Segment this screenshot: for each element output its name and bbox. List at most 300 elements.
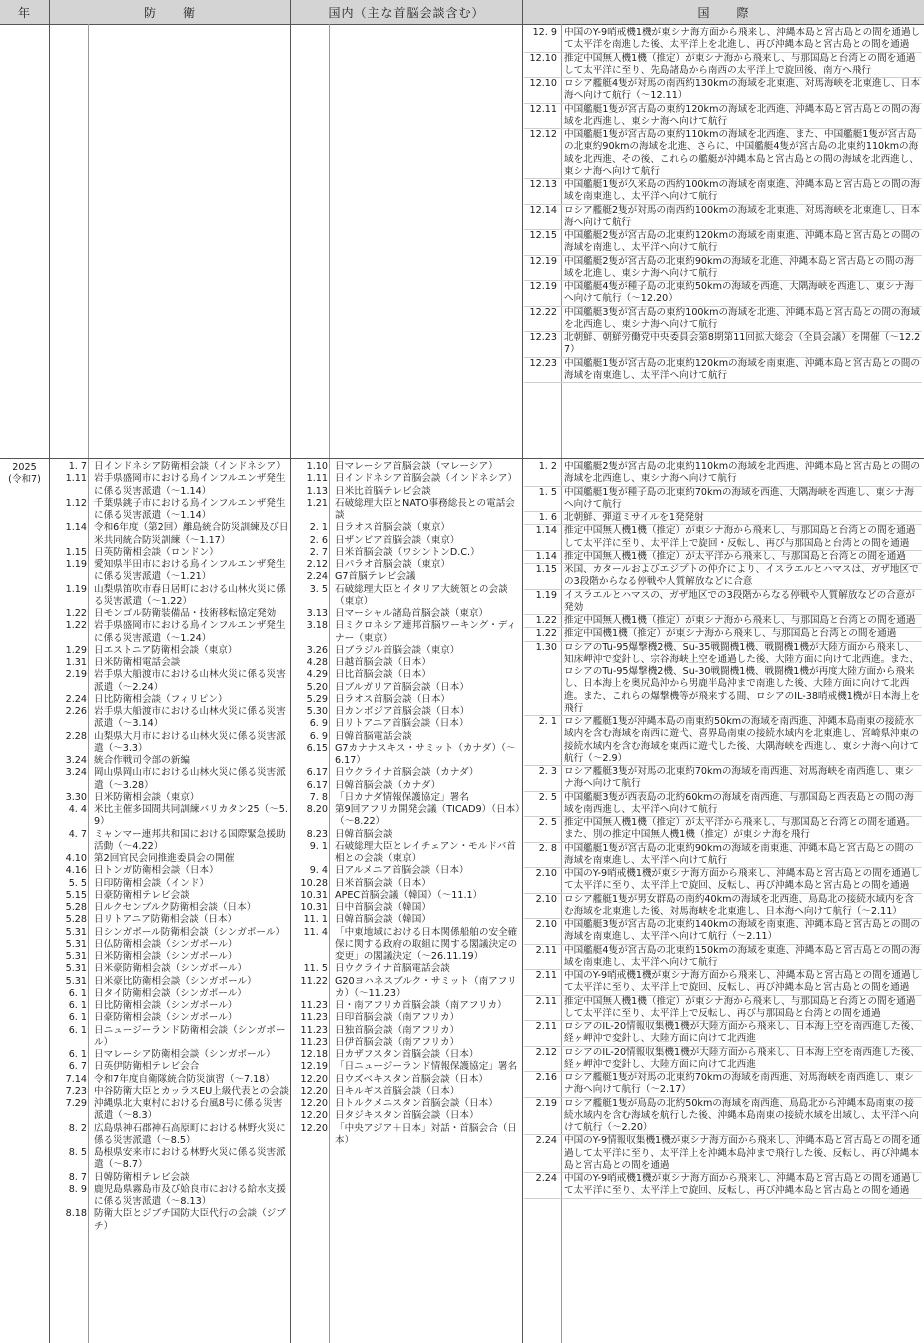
intl-entry [524, 817, 922, 843]
entry-text: 愛知県半田市における鳥インフルエンザ発生に係る災害派遣（～1.21） [94, 559, 286, 583]
entry-text: 岩手県大船渡市における山林火災に係る災害派遣（～3.14） [94, 706, 286, 730]
defense-entry [51, 853, 289, 865]
entry-text: 推定中国無人機1機（推定）が東シナ海から飛来し、与那国島と台湾との間を通過して太平洋に至り、太平洋上で反転し、再び与那国島と台湾との間を通過 [564, 995, 916, 1019]
entry-text: ロシア艦艇3隻が対馬の北東約70kmの海域を南西進、対馬海峡を南西進し、東シナ海へ向けて航行 [564, 766, 914, 790]
entry-date: 2.24 [306, 571, 328, 583]
entry-text: 中国艦艇4隻が宮古島の北東約150kmの海域を東進、沖縄本島と宮古島との間の海域を南東進し、太平洋へ向けて航行 [564, 944, 920, 968]
domestic-entry [292, 743, 521, 768]
entry-date: 1.22 [65, 620, 87, 632]
intl-entry [524, 487, 922, 513]
entry-text: 日リトアニア防衛相会談（日本） [94, 914, 238, 926]
defense-entry [51, 584, 289, 609]
defense-entry [51, 547, 289, 559]
entry-date: 5.28 [65, 914, 87, 926]
defense-entry [51, 829, 289, 854]
entry-date: 2.19 [65, 669, 87, 681]
entry-text: 中谷防衛大臣とカッラスEU上級代表との会談 [94, 1085, 289, 1097]
entry-date: 1.11 [306, 473, 328, 485]
entry-text: 日マーシャル諸島首脳会談（東京） [335, 608, 489, 619]
entry-date: 12.20 [300, 1110, 328, 1122]
entry-date: 2.10 [535, 868, 557, 879]
entry-date: 8.20 [306, 804, 328, 815]
domestic-entry [292, 976, 521, 1001]
entry-date: 6.17 [306, 779, 328, 791]
intl-entry [524, 868, 922, 894]
entry-date: 2.24 [65, 693, 87, 705]
defense-entry [51, 1074, 289, 1086]
entry-date: 12.10 [529, 78, 557, 89]
intl-entry [524, 1047, 922, 1073]
domestic-2025-list [292, 461, 521, 1343]
entry-date: 12.23 [529, 357, 557, 369]
entry-date: 6. 1 [68, 1049, 87, 1060]
entry-text: 第9回アフリカ開発会議（TICAD9）（日本）（～8.22） [335, 804, 520, 828]
entry-date: 1.22 [535, 615, 557, 626]
domestic-entry [292, 1061, 521, 1073]
domestic-entry [292, 682, 521, 694]
entry-date: 7.29 [65, 1098, 87, 1109]
intl-entry [524, 1021, 922, 1047]
intl-entry [524, 766, 922, 792]
domestic-entry [292, 1000, 521, 1012]
entry-date: 2. 5 [538, 791, 557, 803]
entry-text: 中国艦艇2隻が宮古島の北東約110kmの海域を北西進、沖縄本島と宮古島との間の海域を北西進し、東シナ海へ向けて航行 [564, 461, 920, 485]
entry-date: 9. 4 [309, 865, 328, 877]
domestic-entry [292, 1012, 521, 1024]
entry-date: 1. 7 [68, 461, 87, 472]
domestic-entry [292, 780, 521, 792]
entry-date: 1.22 [535, 628, 557, 640]
intl-2025-list [524, 461, 922, 1343]
defense-entry [51, 473, 289, 498]
entry-text: 日ニュージーランド防衛相会談（シンガポール） [94, 1024, 286, 1048]
defense-entry [51, 976, 289, 988]
entry-date: 1.12 [65, 497, 87, 509]
defense-entry [51, 1086, 289, 1098]
domestic-entry [292, 878, 521, 890]
header-international: 国 際 [523, 0, 924, 25]
entry-text: 日英防衛相会談（ロンドン） [94, 546, 219, 558]
entry-text: 推定中国機1機（推定）が東シナ海から飛来し、与那国島と台湾との間を通過 [564, 628, 897, 640]
entry-text: イスラエルとハマスの、ガザ地区での3段階からなる停戦や人質解放などの合意が発効 [564, 589, 915, 613]
entry-date: 12.20 [300, 1098, 328, 1109]
entry-date: 1.14 [65, 522, 87, 534]
entry-text: 日ザンビア首脳会談（東京） [335, 534, 460, 546]
entry-text: 日エストニア防衛相会談（東京） [94, 644, 238, 656]
entry-text: 鹿児島県霧島市及び姶良市における給水支援に係る災害派遣（～8.13） [94, 1183, 286, 1207]
domestic-entry [292, 645, 521, 657]
entry-text: 日アルメニア首脳会談（日本） [335, 865, 469, 877]
entry-text: 中国艦艇1隻が宮古島の東約110kmの海域を北西進、また、中国艦艇1隻が宮古島の北東約90kmの海域を北進、さらに、中国艦艇4隻が宮古島の北東約110kmの海域を北西進、その後、これらの艦艇が沖縄本島と宮古島との間の海域を北西進し、東シナ海へ向けて航行 [564, 129, 919, 177]
entry-date: 6. 1 [68, 987, 87, 999]
entry-date: 12.14 [529, 204, 557, 216]
entry-text: 日ブラジル首脳会談（東京） [335, 644, 460, 656]
entry-text: 米比主催多国間共同訓練バリカタン25（～5.9） [94, 804, 288, 828]
entry-text: 日比防衛相会談（フィリピン） [94, 693, 228, 705]
entry-date: 5.15 [65, 889, 87, 901]
entry-text: 日韓首脳会談（韓国） [335, 914, 431, 926]
entry-date: 5.31 [65, 975, 87, 987]
entry-date: 8. 2 [68, 1122, 87, 1134]
entry-text: 中国艦艇2隻が宮古島の北東約90kmの海域を北進、沖縄本島と宮古島との間の海域を北進し、東シナ海へ向けて航行 [564, 255, 914, 279]
entry-date: 4.29 [306, 669, 328, 681]
domestic-entry [292, 718, 521, 730]
entry-date: 5.31 [65, 938, 87, 950]
entry-text: 中国艦艇2隻が宮古島の北東約120kmの海域を南東進、沖縄本島と宮古島との間の海域を南進し、太平洋へ向けて航行 [564, 230, 920, 254]
entry-text: 日トルクメニスタン首脳会談（日本） [335, 1098, 498, 1109]
entry-date: 1.13 [306, 485, 328, 497]
entry-date: 5. 5 [68, 877, 87, 889]
entry-date: 10.28 [300, 877, 328, 889]
domestic-entry [292, 571, 521, 583]
domestic-entry [292, 902, 521, 914]
entry-text: 広島県神石郡神石高原町における林野火災に係る災害派遣（～8.5） [94, 1122, 286, 1146]
intl-entry [524, 358, 922, 384]
entry-date: 1. 2 [538, 461, 557, 472]
entry-date: 6. 7 [68, 1061, 87, 1073]
entry-text: 中国艦艇3隻が宮古島の東約100kmの海域を北進、沖縄本島と宮古島との間の海域を北西進し、東シナ海へ向けて航行 [564, 306, 920, 330]
entry-date: 5.31 [65, 963, 87, 975]
entry-text: 中国艦艇1隻が宮古島の東約120kmの海域を北西進、沖縄本島と宮古島との間の海域を北西進し、東シナ海へ向けて航行 [564, 103, 920, 127]
entry-text: 日ラオス首脳会談（東京） [335, 522, 451, 534]
entry-text: 日ウズベキスタン首脳会談（日本） [335, 1073, 489, 1085]
domestic-entry [292, 1086, 521, 1098]
entry-date: 5.31 [65, 951, 87, 962]
entry-date: 12.10 [529, 52, 557, 64]
defense-entry [51, 706, 289, 731]
entry-date: 12.20 [300, 1073, 328, 1085]
entry-date: 8. 7 [68, 1171, 87, 1183]
entry-date: 7. 8 [309, 791, 328, 803]
entry-date: 12.15 [529, 230, 557, 241]
domestic-entry [292, 1110, 521, 1122]
entry-text: 推定中国無人機1機（推定）が東シナ海から飛来し、与那国島と台湾との間を通過して太平洋に至り、先島諸島から南西の太平洋上で旋回後、南方へ飛行 [564, 52, 916, 76]
defense-entry [51, 939, 289, 951]
entry-text: 日ウクライナ首脳会談（カナダ） [335, 767, 479, 779]
entry-date: 1.14 [535, 550, 557, 562]
entry-date: 10.31 [300, 902, 328, 913]
entry-date: 6. 9 [309, 730, 328, 742]
defense-entry [51, 914, 289, 926]
entry-text: 石破総理大臣とNATO事務総長との電話会談 [335, 497, 515, 521]
entry-text: 推定中国無人機1機（推定）が東シナ海から飛来し、与那国島と台湾との間を通過 [564, 615, 916, 626]
entry-text: ロシア艦艇1隻が対馬の北東約70kmの海域を南西進、対馬海峡を南西進し、東シナ海へ向けて航行（～2.17） [564, 1072, 914, 1096]
entry-date: 1.15 [65, 546, 87, 558]
defense-entry [51, 1184, 289, 1209]
entry-text: 中国艦艇1隻が久米島の西約100kmの海域を南東進、沖縄本島と宮古島との間の海域を南東進し、太平洋へ向けて航行 [564, 179, 920, 203]
defense-entry [51, 804, 289, 829]
entry-text: 日ミクロネシア連邦首脳ワーキング・ディナー（東京） [335, 620, 517, 644]
entry-text: 日ラオス首脳会談（日本） [335, 693, 451, 705]
entry-text: 日越首脳会談（日本） [335, 657, 431, 668]
entry-date: 2. 6 [309, 534, 328, 546]
entry-text: 「中央アジア＋日本」対話・首脳会合（日本） [335, 1122, 517, 1146]
defense-entry [51, 951, 289, 963]
domestic-entry [292, 1074, 521, 1086]
entry-text: 日中首脳会談（韓国） [335, 902, 431, 913]
entry-date: 11.23 [300, 1036, 328, 1048]
domestic-entry [292, 535, 521, 547]
entry-date: 3.18 [306, 620, 328, 632]
defense-entry [51, 522, 289, 547]
domestic-entry [292, 1098, 521, 1110]
intl-entry [524, 53, 922, 79]
entry-text: 日米防衛相会談（シンガポール） [94, 951, 238, 962]
intl-entry [524, 1072, 922, 1098]
entry-text: ロシア艦艇1隻が男女群島の南約40kmの海域を北西進、鳥島北の接続水域内を含む海域を北東進した後、対馬海峡を北東進し、日本海へ向けて航行（～2.11） [564, 893, 914, 917]
entry-text: 日インドネシア首脳会談（インドネシア） [335, 473, 518, 485]
entry-date: 6.15 [306, 742, 328, 754]
entry-text: 統合作戦司令部の新編 [94, 755, 190, 766]
entry-text: ロシアのTu-95爆撃機2機、Su-35戦闘機1機、戦闘機1機が大陸方面から飛来し、知床岬沖で変針し、宗谷海峡上空を通過した後、大陸方面に向けて北西進。また、ロシアのTu-95爆撃機2機、Su-30戦闘機1機、戦闘機1機が再度大陸方面から飛来し、日本海上を奥尻島沖から男鹿半島沖まで南進した後、大陸方面に向けて北西進。また、これらの爆撃機等が飛来する間、ロシアのIL-38哨戒機1機が日本海上を飛行 [564, 641, 920, 714]
entry-text: 北朝鮮、朝鮮労働党中央委員会第8期第11回拡大総会（全員会議）を開催（～12.27） [564, 332, 921, 356]
entry-date: 10.31 [300, 889, 328, 901]
entry-date: 1.19 [535, 589, 557, 601]
entry-text: 日韓首脳電話会談 [335, 730, 412, 742]
domestic-entry [292, 914, 521, 926]
entry-date: 5.20 [306, 681, 328, 693]
defense-2025-list [51, 461, 289, 1343]
intl-2024-list [524, 27, 922, 457]
entry-text: 「日カナダ情報保護協定」署名 [335, 791, 469, 803]
entry-date: 12.20 [300, 1085, 328, 1097]
defense-entry [51, 1098, 289, 1123]
entry-date: 1.19 [65, 583, 87, 595]
defense-entry [51, 608, 289, 620]
entry-text: 推定中国無人機1機（推定）が太平洋から飛来し、与那国島と台湾との間を通過。また、別の推定中国無人機1機（推定）が東シナ海を飛行 [564, 817, 916, 841]
entry-text: 中国のY-9哨戒機1機が東シナ海方面から飛来し、沖縄本島と宮古島との間を通過して太平洋を南進した後、太平洋上を北進し、再び沖縄本島と宮古島との間を通過 [564, 27, 921, 51]
intl-entry [524, 1098, 922, 1136]
defense-entry [51, 1012, 289, 1024]
entry-date: 3.26 [306, 644, 328, 656]
entry-date: 2. 1 [538, 716, 557, 727]
entry-date: 3.30 [65, 791, 87, 803]
entry-date: 1.29 [65, 644, 87, 656]
header-domestic: 国内（主な首脳会談含む） [291, 0, 522, 25]
entry-date: 12.11 [529, 103, 557, 115]
entry-text: 日英伊防衛相テレビ会合 [94, 1061, 200, 1073]
intl-entry [524, 104, 922, 130]
entry-text: 日韓防衛相テレビ会談 [94, 1171, 190, 1183]
domestic-entry [292, 731, 521, 743]
defense-entry [51, 1049, 289, 1061]
intl-entry [524, 716, 922, 766]
entry-date: 5.29 [306, 693, 328, 705]
entry-date: 6. 9 [309, 718, 328, 730]
domestic-entry [292, 890, 521, 902]
defense-entry [51, 988, 289, 1000]
entry-date: 1.30 [535, 641, 557, 653]
entry-date: 8.23 [306, 828, 328, 840]
entry-text: 石破総理大臣とレイチェアン・モルドバ首相との会談（東京） [335, 840, 516, 864]
intl-entry [524, 332, 922, 358]
domestic-entry [292, 1037, 521, 1049]
entry-date: 2.10 [535, 893, 557, 905]
entry-date: 3.24 [65, 767, 87, 779]
intl-entry [524, 642, 922, 717]
domestic-entry [292, 963, 521, 975]
entry-text: 中国艦艇4隻が種子島の北東約50kmの海域を西進、大隅海峡を西進し、東シナ海へ向けて航行（～12.20） [564, 281, 914, 305]
entry-text: 日米首脳会談（ワシントンD.C.） [335, 546, 480, 558]
entry-text: 令和6年度（第2回）離島統合防災訓練及び日米共同統合防災訓練（～1.17） [94, 522, 289, 546]
domestic-entry [292, 547, 521, 559]
entry-text: 中国艦艇1隻が宮古島の北東約120kmの海域を南東進、沖縄本島と宮古島との間の海域を南東進し、太平洋へ向けて航行 [564, 357, 920, 381]
defense-entry [51, 902, 289, 914]
entry-date: 12. 9 [532, 27, 557, 38]
entry-text: 日トンガ防衛相会談（日本） [94, 865, 219, 877]
divider [49, 0, 50, 1343]
intl-entry [524, 843, 922, 869]
entry-text: 中国艦艇3隻が宮古島の北東約140kmの海域を南東進、沖縄本島と宮古島との間の海域を南東進し、太平洋へ向けて航行（～2.11） [564, 919, 920, 943]
entry-text: 日米首脳会談（日本） [335, 877, 431, 889]
entry-text: 推定中国無人機1機（推定）が太平洋から飛来し、与那国島と台湾との間を通過 [564, 550, 906, 562]
domestic-entry [292, 1123, 521, 1148]
entry-text: 沖縄県北大東村における台風8号に係る災害派遣（～8.3） [94, 1098, 283, 1122]
year-2025: 2025 (令和7) [8, 462, 41, 485]
intl-entry [524, 512, 922, 525]
header-defense: 防 衛 [50, 0, 290, 25]
entry-text: 日米比首脳テレビ会談 [335, 485, 431, 497]
intl-entry [524, 970, 922, 996]
entry-text: 岡山県岡山市における山林火災に係る災害派遣（～3.28） [94, 767, 286, 791]
defense-entry [51, 694, 289, 706]
intl-entry [524, 1135, 922, 1173]
entry-text: 岩手県大船渡市における山林火災に係る災害派遣（～2.24） [94, 669, 286, 693]
header-year: 年 [0, 0, 49, 25]
entry-text: 日仏防衛相会談（シンガポール） [94, 938, 238, 950]
entry-text: 「中東地域における日本関係船舶の安全確保に関する政府の取組に関する閣議決定の変更」の閣議決定（～26.11.19） [335, 926, 518, 962]
entry-text: 中国艦艇1隻が宮古島の北東約90kmの海域を南東進、沖縄本島と宮古島との間の海域を南東進し、太平洋へ向けて航行 [564, 842, 914, 866]
entry-text: 日カンボジア首脳会談（日本） [335, 706, 470, 717]
intl-entry [524, 78, 922, 104]
entry-text: 日比首脳会談（日本） [335, 669, 431, 681]
entry-date: 6. 1 [68, 1000, 87, 1011]
entry-text: 北朝鮮、弾道ミサイルを1発発射 [564, 512, 704, 523]
entry-text: 日ブルガリア首脳会談（日本） [335, 681, 469, 693]
entry-text: 中国のY-9哨戒機1機が東シナ海方面から飛来し、沖縄本島と宮古島との間を通過して太平洋に至り、太平洋上で旋回、反転し、再び沖縄本島と宮古島との間を通過 [564, 868, 921, 892]
entry-text: 日カザフスタン首脳会談（日本） [335, 1049, 479, 1060]
entry-text: 中国のY-9哨戒機1機が東シナ海方面から飛来し、沖縄本島と宮古島との間を通過して太平洋に至り、太平洋上で旋回、反転し、再び沖縄本島と宮古島との間を通過 [564, 1173, 921, 1197]
entry-text: 日比防衛相会談（シンガポール） [94, 1000, 238, 1011]
entry-text: 日タイ防衛相会談（シンガポール） [94, 987, 247, 999]
entry-date: 4.10 [65, 853, 87, 864]
entry-text: 日印首脳会談（南アフリカ） [335, 1012, 460, 1024]
defense-entry [51, 963, 289, 975]
defense-entry [51, 1061, 289, 1073]
entry-text: 推定中国無人機1機（推定）が東シナ海から飛来し、与那国島と台湾との間を通過して太平洋に至り、太平洋上で旋回・反転し、再び与那国島と台湾との間を通過 [564, 525, 916, 549]
entry-date: 2.11 [535, 944, 557, 956]
intl-entry [524, 564, 922, 590]
entry-date: 12.22 [529, 306, 557, 318]
entry-text: 日ルクセンブルク防衛相会談（日本） [94, 902, 257, 913]
entry-text: 山梨県大月市における山林火災に係る災害派遣（～3.3） [94, 730, 286, 754]
entry-date: 2. 8 [538, 842, 557, 854]
defense-entry [51, 927, 289, 939]
defense-entry [51, 1025, 289, 1050]
intl-entry [524, 179, 922, 205]
entry-text: 日ウクライナ首脳電話会談 [335, 963, 450, 975]
entry-date: 11. 5 [303, 963, 328, 975]
entry-text: 中国艦艇3隻が西表島の北約60kmの海域を南西進、与那国島と西表島との間の海域を南西進し、太平洋へ向けて航行 [564, 791, 914, 815]
entry-text: 日マレーシア首脳会談（マレーシア） [335, 461, 498, 472]
entry-date: 12.18 [300, 1049, 328, 1060]
entry-date: 12.23 [529, 332, 557, 343]
entry-text: ロシア艦艇2隻が対馬の南西約100kmの海域を北東進、対馬海峡を北東進し、日本海へ向けて航行 [564, 204, 920, 228]
entry-text: 米国、カタールおよびエジプトの仲介により、イスラエルとハマスは、ガザ地区での3段階からなる停戦や人質解放などに合意 [564, 564, 919, 588]
domestic-entry [292, 486, 521, 498]
entry-text: 防衛大臣とジブチ国防大臣代行の会談（ジブチ） [94, 1208, 286, 1232]
year-separator [0, 458, 924, 459]
entry-date: 5.31 [65, 926, 87, 938]
intl-entry [524, 525, 922, 551]
defense-entry [51, 620, 289, 645]
entry-date: 2. 3 [538, 766, 557, 777]
domestic-entry [292, 657, 521, 669]
domestic-entry [292, 927, 521, 964]
entry-text: 石破総理大臣とイタリア大統領との会談（東京） [335, 583, 508, 607]
entry-date: 1.11 [65, 473, 87, 485]
entry-date: 7.23 [65, 1085, 87, 1097]
domestic-entry [292, 829, 521, 841]
domestic-entry [292, 522, 521, 534]
entry-text: 島根県安来市における林野火災に係る災害派遣（～8.7） [94, 1147, 286, 1171]
entry-text: 岩手県盛岡市における鳥インフルエンザ発生に係る災害派遣（～1.14） [94, 473, 286, 497]
entry-text: 日マレーシア防衛相会談（シンガポール） [94, 1049, 276, 1060]
domestic-entry [292, 1025, 521, 1037]
entry-text: 日米豪比防衛相会談（シンガポール） [94, 975, 257, 987]
entry-date: 1.19 [65, 559, 87, 570]
domestic-entry [292, 669, 521, 681]
entry-date: 2.19 [535, 1097, 557, 1109]
intl-entry [524, 307, 922, 333]
entry-text: ミャンマー連邦共和国における国際緊急援助活動（～4.22） [94, 828, 286, 852]
entry-date: 2.24 [535, 1135, 557, 1147]
defense-entry [51, 1147, 289, 1172]
entry-date: 3.13 [306, 608, 328, 619]
defense-entry [51, 669, 289, 694]
entry-text: 日印防衛相会談（インド） [94, 877, 210, 889]
intl-entry [524, 551, 922, 564]
entry-text: 中国のY-9情報収集機1機が東シナ海方面から飛来し、沖縄本島と宮古島との間を通過して太平洋に至り、太平洋上を沖縄本島沖まで飛行した後、反転し、再び沖縄本島と宮古島との間を通過 [564, 1135, 921, 1171]
entry-text: 山梨県笛吹市春日居町における山林火災に係る災害派遣（～1.22） [94, 583, 286, 607]
intl-entry [524, 129, 922, 179]
entry-text: APEC首脳会議（韓国）（～11.1） [335, 889, 483, 901]
entry-text: 日シンガポール防衛相会談（シンガポール） [94, 926, 286, 938]
entry-text: 岩手県盛岡市における鳥インフルエンザ発生に係る災害派遣（～1.24） [94, 620, 286, 644]
entry-text: 日米防衛相会談（東京） [94, 791, 200, 803]
entry-date: 8. 5 [68, 1147, 87, 1158]
defense-entry [51, 890, 289, 902]
entry-text: 日モンゴル防衛装備品・技術移転協定発効 [94, 608, 277, 619]
domestic-entry [292, 767, 521, 779]
defense-entry [51, 1000, 289, 1012]
intl-entry [524, 628, 922, 641]
entry-date: 8.18 [65, 1208, 87, 1220]
intl-entry [524, 461, 922, 487]
entry-date: 2. 1 [309, 522, 328, 534]
domestic-entry [292, 841, 521, 866]
domestic-entry [292, 792, 521, 804]
entry-text: 日韓首脳会談（カナダ） [335, 779, 441, 791]
entry-date: 2.11 [535, 1021, 557, 1032]
defense-entry [51, 731, 289, 756]
defense-entry [51, 461, 289, 473]
entry-date: 11.23 [300, 1024, 328, 1036]
entry-date: 4. 4 [68, 804, 87, 815]
entry-date: 7.14 [65, 1073, 87, 1085]
intl-entry [524, 792, 922, 818]
entry-date: 1.31 [65, 657, 87, 668]
